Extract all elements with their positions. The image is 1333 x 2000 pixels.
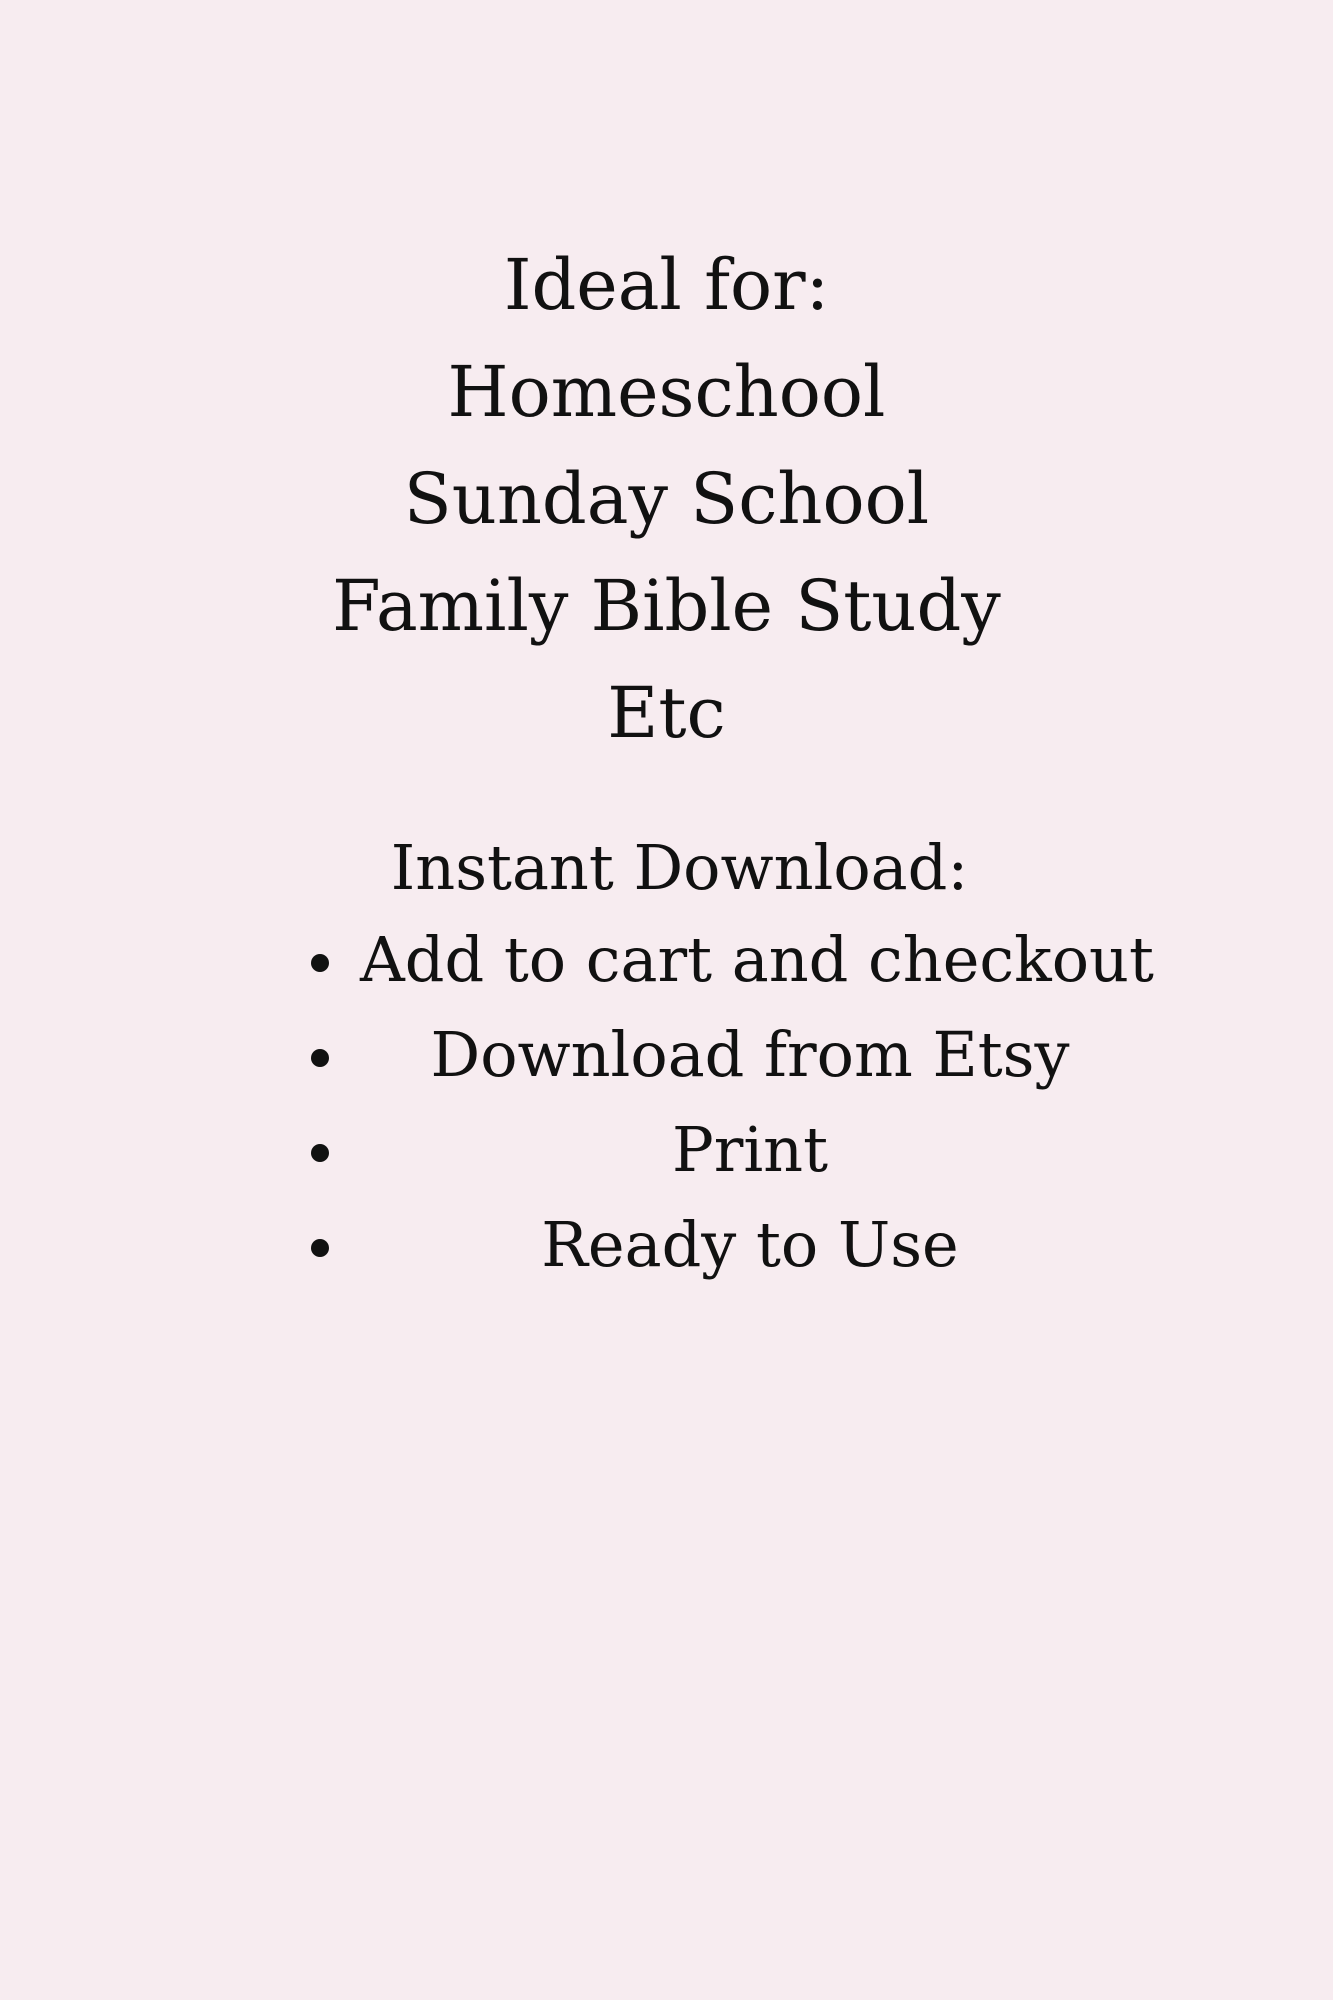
bullet-icon <box>311 1049 329 1067</box>
ideal-for-item-family-bible-study: Family Bible Study <box>332 565 1001 647</box>
instant-download-steps-list <box>300 912 1154 1292</box>
download-step-label: Download from Etsy <box>430 1018 1070 1091</box>
download-step-ready-to-use <box>300 1197 1140 1292</box>
ideal-for-item-sunday-school: Sunday School <box>403 458 930 540</box>
download-step-label: Add to cart and checkout <box>360 923 1154 996</box>
ideal-for-item-homeschool: Homeschool <box>447 351 886 433</box>
bullet-icon <box>311 954 329 972</box>
download-step-add-to-cart <box>300 912 1154 1007</box>
bullet-icon <box>311 1239 329 1257</box>
download-step-download-from-etsy <box>300 1007 1140 1102</box>
bullet-icon <box>311 1144 329 1162</box>
download-step-print <box>300 1102 1140 1197</box>
ideal-for-section <box>0 232 1333 767</box>
download-step-label: Print <box>671 1113 829 1186</box>
ideal-for-heading: Ideal for: <box>503 244 830 326</box>
download-step-label: Ready to Use <box>541 1208 959 1281</box>
ideal-for-item-etc: Etc <box>607 672 726 754</box>
instant-download-heading: Instant Download: <box>390 831 969 904</box>
